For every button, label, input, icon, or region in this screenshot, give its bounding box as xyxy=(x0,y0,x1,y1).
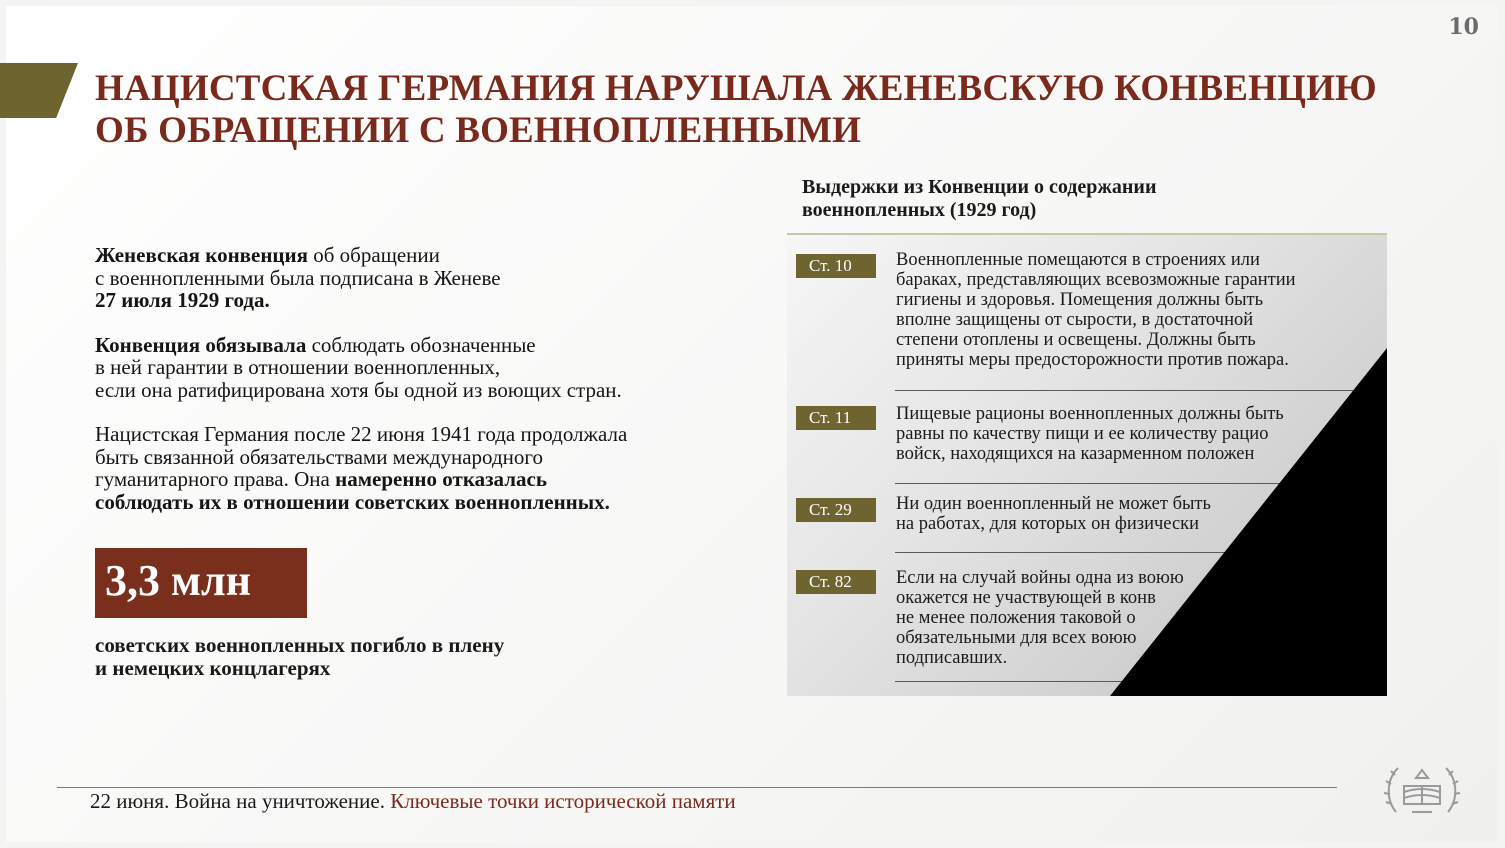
intro-p2-line1 xyxy=(95,334,735,357)
article-label-10: Ст. 10 xyxy=(796,254,876,278)
intro-p3-line3 xyxy=(95,468,735,491)
article-label-29: Ст. 29 xyxy=(796,498,876,522)
article-10-line: гигиены и здоровья. Помещения должны быть xyxy=(896,290,1264,310)
article-10-line: бараках, представляющих всевозможные гарантии xyxy=(896,270,1296,290)
intro-p1-date: 27 июля 1929 года. xyxy=(95,288,270,312)
title-line-1: НАЦИСТСКАЯ ГЕРМАНИЯ НАРУШАЛА ЖЕНЕВСКУЮ КОНВЕНЦИЮ xyxy=(95,68,1377,109)
article-10-line: приняты меры предосторожности против пожара. xyxy=(896,350,1289,370)
panel-heading xyxy=(802,176,1362,222)
intro-text xyxy=(95,244,735,535)
intro-paragraph-3 xyxy=(95,423,735,513)
title-line-2: ОБ ОБРАЩЕНИИ С ВОЕННОПЛЕННЫМИ xyxy=(95,110,862,151)
convention-excerpts-panel xyxy=(787,233,1387,696)
intro-p1-rest: об обращении xyxy=(308,243,440,267)
intro-paragraph-2 xyxy=(95,334,735,402)
intro-p1-line1 xyxy=(95,244,735,267)
footer-caption xyxy=(90,789,736,814)
article-11-line: равны по качеству пищи и ее количеству рацио xyxy=(896,424,1269,444)
intro-p2-line2: в ней гарантии в отношении военнопленных, xyxy=(95,355,501,379)
footer-divider xyxy=(57,787,1337,788)
article-10-line: вполне защищены от сырости, в достаточной xyxy=(896,310,1254,330)
panel-heading-line-2: военнопленных (1929 год) xyxy=(802,199,1037,221)
article-82-line: не менее положения таковой о xyxy=(896,608,1136,628)
article-divider xyxy=(895,390,1387,391)
intro-p1-line2: с военнопленными была подписана в Женеве xyxy=(95,265,501,290)
stat-caption-line-2: и немецких концлагерях xyxy=(95,656,331,680)
footer-plain: 22 июня. Война на уничтожение. xyxy=(90,789,385,813)
stat-caption xyxy=(95,634,615,680)
article-82-line: окажется не участвующей в конв xyxy=(896,588,1156,608)
intro-p3-bold: намеренно отказалась xyxy=(335,467,547,491)
intro-p1-bold: Женевская конвенция xyxy=(95,243,308,267)
footer-accent: Ключевые точки исторической памяти xyxy=(384,789,736,813)
intro-paragraph-1 xyxy=(95,244,735,312)
article-82-line: подписавших. xyxy=(896,648,1008,668)
article-label-11: Ст. 11 xyxy=(796,406,876,430)
article-29-line: на работах, для которых он физически xyxy=(896,514,1200,534)
article-11-line: Пищевые рационы военнопленных должны быть xyxy=(896,404,1284,424)
intro-p3-line2: быть связанной обязательствами международного xyxy=(95,444,543,469)
stat-caption-line-1: советских военнопленных погибло в плену xyxy=(95,633,505,657)
article-label-82: Ст. 82 xyxy=(796,570,876,594)
article-10-line: Военнопленные помещаются в строениях или xyxy=(896,250,1260,270)
article-29-line: Ни один военнопленный не может быть xyxy=(896,494,1211,514)
page-number: 10 xyxy=(1448,14,1479,40)
slide-title xyxy=(95,68,1385,152)
intro-p2-rest: соблюдать обозначенные xyxy=(306,332,536,357)
article-10-line: степени отоплены и освещены. Должны быть xyxy=(896,330,1256,350)
intro-p3-line4: соблюдать их в отношении советских военнопленных. xyxy=(95,489,610,514)
article-11-line: войск, находящихся на казарменном положен xyxy=(896,444,1255,464)
intro-p3-line1: Нацистская Германия после 22 июня 1941 года продолжала xyxy=(95,422,628,446)
intro-p2-bold: Конвенция обязывала xyxy=(95,332,307,357)
article-82-line: обязательными для всех воюю xyxy=(896,628,1137,648)
book-laurel-emblem-icon xyxy=(1382,756,1462,822)
stat-value-box: 3,3 млн xyxy=(95,548,307,618)
article-82-line: Если на случай войны одна из воюю xyxy=(896,568,1184,588)
intro-p3-plain: гуманитарного права. Она xyxy=(95,467,336,491)
article-text-10 xyxy=(896,250,1376,370)
panel-heading-line-1: Выдержки из Конвенции о содержании xyxy=(802,176,1157,198)
intro-p2-line3: если она ратифицирована хотя бы одной из воющих стран. xyxy=(95,377,622,402)
